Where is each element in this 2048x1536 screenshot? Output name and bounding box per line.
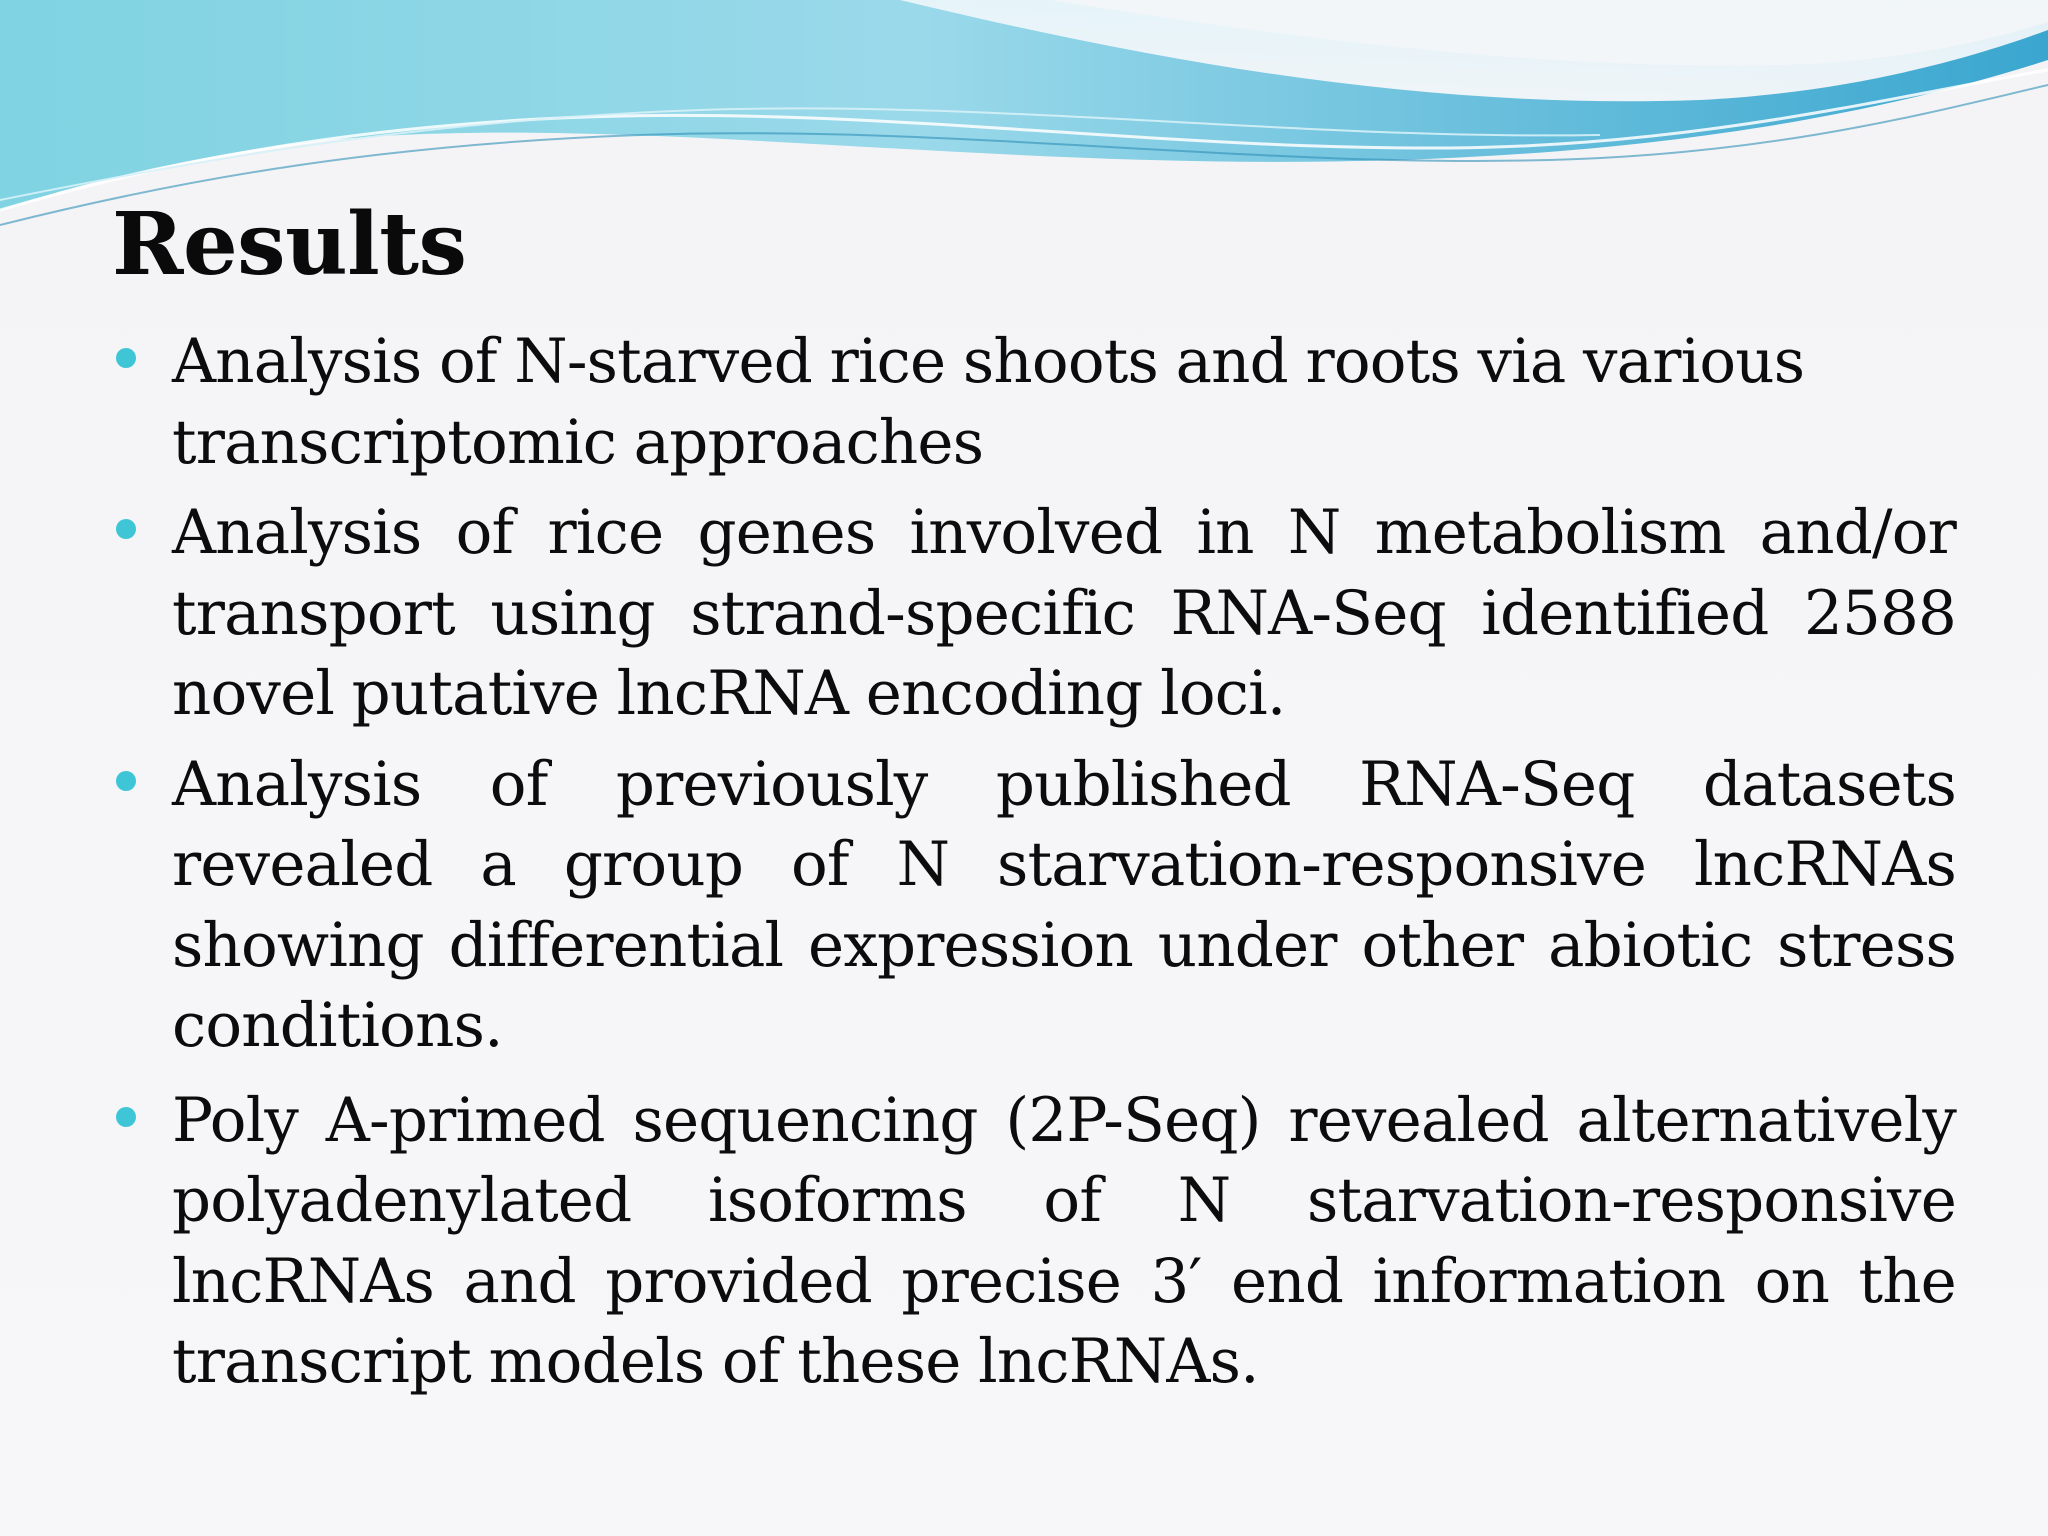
bullet-item (112, 1081, 1956, 1403)
bullet-dot-icon (116, 1107, 136, 1127)
bullet-text: Analysis of previously published RNA-Seq datasets revealed a group of N starvation-responsive lncRNAs showing differential expression under other abiotic stress conditions. (172, 748, 1956, 1061)
bullet-text: Analysis of N-starved rice shoots and roots via various transcriptomic approaches (172, 326, 1805, 478)
bullet-item (112, 322, 1956, 483)
bullet-text: Analysis of rice genes involved in N metabolism and/or transport using strand-specific RNA-Seq identified 2588 novel putative lncRNA encoding loci. (172, 497, 1956, 729)
bullet-dot-icon (116, 348, 136, 368)
bullet-list (112, 322, 1956, 1405)
bullet-dot-icon (116, 771, 136, 791)
bullet-dot-icon (116, 519, 136, 539)
bullet-item (112, 745, 1956, 1067)
bullet-item (112, 493, 1956, 735)
slide-title: Results (112, 194, 467, 295)
bullet-text: Poly A-primed sequencing (2P-Seq) revealed alternatively polyadenylated isoforms of N starvation-responsive lncRNAs and provided precise 3′ end information on the transcript models of these lncRNAs. (172, 1084, 1956, 1397)
